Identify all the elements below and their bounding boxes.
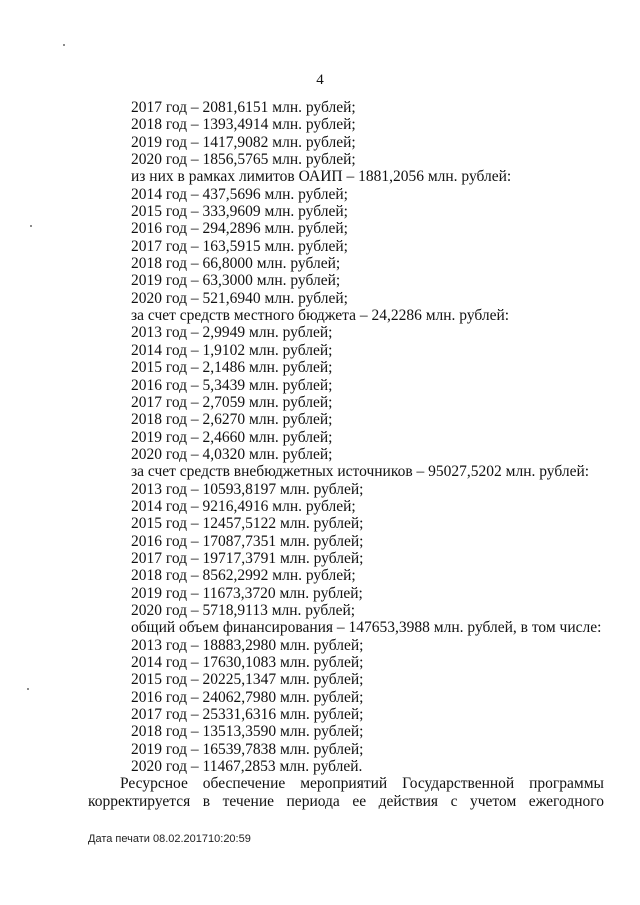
- text-line: 2016 год – 5,3439 млн. рублей;: [131, 376, 333, 394]
- paragraph-word: учетом: [470, 793, 517, 810]
- text-line: 2015 год – 2,1486 млн. рублей;: [131, 359, 333, 377]
- paragraph-word: программы: [529, 775, 604, 792]
- scan-speck: [30, 225, 32, 227]
- section-heading-total: общий объем финансирования – 147653,3988 млн. рублей, в том числе:: [131, 619, 602, 637]
- text-line: 2014 год – 9216,4916 млн. рублей;: [131, 497, 356, 515]
- paragraph-line-1: [88, 775, 604, 793]
- text-line: 2013 год – 10593,8197 млн. рублей;: [131, 480, 364, 498]
- text-line: 2018 год – 13513,3590 млн. рублей;: [131, 723, 364, 741]
- paragraph-word: в: [202, 793, 211, 810]
- text-line: 2020 год – 5718,9113 млн. рублей;: [131, 601, 356, 619]
- text-line: 2019 год – 63,3000 млн. рублей;: [131, 272, 341, 290]
- section-heading-extrabudgetary: за счет средств внебюджетных источников – 95027,5202 млн. рублей:: [131, 463, 590, 481]
- paragraph-word: течение: [222, 793, 274, 810]
- text-line: 2020 год – 4,0320 млн. рублей;: [131, 445, 333, 463]
- text-line: 2020 год – 1856,5765 млн. рублей;: [131, 151, 356, 169]
- text-line: 2017 год – 163,5915 млн. рублей;: [131, 237, 348, 255]
- text-line: 2019 год – 2,4660 млн. рублей;: [131, 428, 333, 446]
- text-line: 2014 год – 17630,1083 млн. рублей;: [131, 654, 364, 671]
- text-line: 2020 год – 521,6940 млн. рублей;: [131, 289, 348, 307]
- funding-lines: [131, 99, 611, 775]
- paragraph-word: мероприятий: [300, 775, 388, 792]
- text-line: 2014 год – 437,5696 млн. рублей;: [131, 185, 348, 203]
- paragraph-word: ее: [352, 793, 367, 810]
- text-line: 2019 год – 11673,3720 млн. рублей;: [131, 584, 363, 602]
- text-line: 2016 год – 294,2896 млн. рублей;: [131, 220, 348, 238]
- text-line: 2017 год – 25331,6316 млн. рублей;: [131, 706, 364, 724]
- text-line: 2015 год – 12457,5122 млн. рублей;: [131, 515, 364, 533]
- text-line: 2018 год – 1393,4914 млн. рублей;: [131, 116, 356, 134]
- text-line: 2018 год – 2,6270 млн. рублей;: [131, 411, 333, 429]
- text-line: 2019 год – 1417,9082 млн. рублей;: [131, 133, 356, 151]
- paragraph-word: периода: [286, 793, 340, 810]
- scan-speck: [63, 44, 65, 46]
- text-line: 2014 год – 1,9102 млн. рублей;: [131, 341, 333, 359]
- paragraph-word: обеспечение: [202, 775, 286, 792]
- paragraph-word: ежегодного: [528, 793, 604, 810]
- text-line: 2013 год – 2,9949 млн. рублей;: [131, 324, 333, 342]
- text-line: 2015 год – 20225,1347 млн. рублей;: [131, 671, 364, 689]
- paragraph-line-2: [88, 793, 604, 811]
- text-line: 2020 год – 11467,2853 млн. рублей.: [131, 758, 363, 776]
- paragraph-word: с: [450, 793, 458, 810]
- text-line: 2019 год – 16539,7838 млн. рублей;: [131, 740, 364, 758]
- paragraph-word: Ресурсное: [120, 775, 188, 792]
- text-line: 2016 год – 17087,7351 млн. рублей;: [131, 532, 364, 550]
- text-line: 2018 год – 8562,2992 млн. рублей;: [131, 567, 356, 585]
- paragraph-word: действия: [378, 793, 439, 810]
- print-date-footer: Дата печати 08.02.201710:20:59: [88, 833, 251, 845]
- section-heading-oaip: из них в рамках лимитов ОАИП – 1881,2056 млн. рублей:: [131, 168, 512, 186]
- text-line: 2017 год – 19717,3791 млн. рублей;: [131, 549, 364, 567]
- text-line: 2017 год – 2081,6151 млн. рублей;: [131, 99, 356, 116]
- paragraph-word: корректируется: [88, 793, 191, 810]
- page-number: 4: [316, 72, 324, 88]
- paragraph-word: Государственной: [402, 775, 515, 792]
- text-line: 2018 год – 66,8000 млн. рублей;: [131, 255, 341, 273]
- text-line: 2016 год – 24062,7980 млн. рублей;: [131, 688, 364, 706]
- text-line: 2017 год – 2,7059 млн. рублей;: [131, 393, 333, 411]
- scan-speck: [27, 688, 29, 690]
- text-line: 2015 год – 333,9609 млн. рублей;: [131, 203, 348, 221]
- section-heading-local-budget: за счет средств местного бюджета – 24,2286 млн. рублей:: [131, 307, 510, 325]
- text-line: 2013 год – 18883,2980 млн. рублей;: [131, 636, 364, 654]
